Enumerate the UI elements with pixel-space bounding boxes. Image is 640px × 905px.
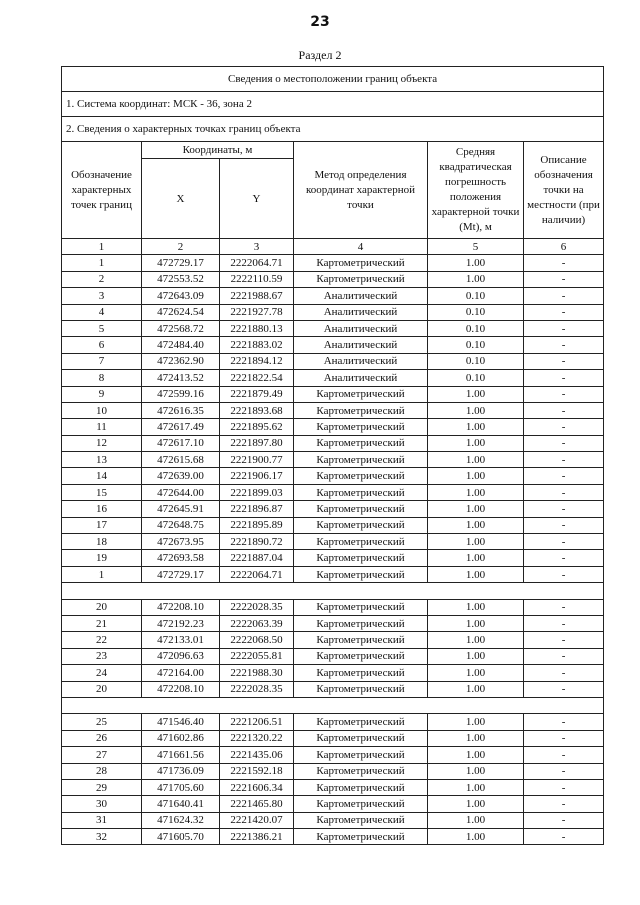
- table-row: [62, 779, 604, 795]
- y-coordinate-cell: 2221899.03: [220, 484, 294, 500]
- column-number: 6: [524, 239, 604, 255]
- y-coordinate-cell: 2221879.49: [220, 386, 294, 402]
- table-row: [62, 550, 604, 566]
- description-cell: -: [524, 714, 604, 730]
- error-cell: 1.00: [428, 468, 524, 484]
- description-cell: -: [524, 386, 604, 402]
- method-cell: Картометрический: [294, 566, 428, 582]
- header-designation: Обозначение характерных точек границ: [62, 142, 142, 239]
- point-number-cell: 21: [62, 615, 142, 631]
- y-coordinate-cell: 2222068.50: [220, 632, 294, 648]
- error-cell: 1.00: [428, 566, 524, 582]
- description-cell: -: [524, 419, 604, 435]
- point-number-cell: 18: [62, 534, 142, 550]
- y-coordinate-cell: 2222055.81: [220, 648, 294, 664]
- description-cell: -: [524, 550, 604, 566]
- description-cell: -: [524, 747, 604, 763]
- error-cell: 1.00: [428, 386, 524, 402]
- description-cell: -: [524, 452, 604, 468]
- method-cell: Картометрический: [294, 829, 428, 845]
- table-row: [62, 665, 604, 681]
- error-cell: 0.10: [428, 304, 524, 320]
- y-coordinate-cell: 2221988.30: [220, 665, 294, 681]
- x-coordinate-cell: 472192.23: [142, 615, 220, 631]
- point-number-cell: 29: [62, 779, 142, 795]
- point-number-cell: 19: [62, 550, 142, 566]
- method-cell: Картометрический: [294, 665, 428, 681]
- table-row: [62, 255, 604, 271]
- method-cell: Картометрический: [294, 534, 428, 550]
- error-cell: 1.00: [428, 402, 524, 418]
- y-coordinate-cell: 2221895.89: [220, 517, 294, 533]
- y-coordinate-cell: 2222028.35: [220, 681, 294, 697]
- table-row: [62, 517, 604, 533]
- x-coordinate-cell: 472617.10: [142, 435, 220, 451]
- x-coordinate-cell: 472617.49: [142, 419, 220, 435]
- method-cell: Картометрический: [294, 714, 428, 730]
- x-coordinate-cell: 472639.00: [142, 468, 220, 484]
- x-coordinate-cell: 472729.17: [142, 255, 220, 271]
- description-cell: -: [524, 468, 604, 484]
- point-number-cell: 5: [62, 320, 142, 336]
- table-row: [62, 812, 604, 828]
- error-cell: 1.00: [428, 730, 524, 746]
- x-coordinate-cell: 471640.41: [142, 796, 220, 812]
- y-coordinate-cell: 2221465.80: [220, 796, 294, 812]
- method-cell: Аналитический: [294, 353, 428, 369]
- description-cell: -: [524, 370, 604, 386]
- y-coordinate-cell: 2221386.21: [220, 829, 294, 845]
- y-coordinate-cell: 2221435.06: [220, 747, 294, 763]
- x-coordinate-cell: 472643.09: [142, 288, 220, 304]
- table-row: [62, 501, 604, 517]
- table-row: [62, 730, 604, 746]
- point-number-cell: 7: [62, 353, 142, 369]
- point-number-cell: 25: [62, 714, 142, 730]
- method-cell: Картометрический: [294, 468, 428, 484]
- table-row: [62, 370, 604, 386]
- error-cell: 1.00: [428, 484, 524, 500]
- point-number-cell: 3: [62, 288, 142, 304]
- description-cell: -: [524, 632, 604, 648]
- header-method: Метод определения координат характерной точки: [294, 142, 428, 239]
- y-coordinate-cell: 2222064.71: [220, 255, 294, 271]
- x-coordinate-cell: 472484.40: [142, 337, 220, 353]
- error-cell: 1.00: [428, 501, 524, 517]
- point-number-cell: 22: [62, 632, 142, 648]
- method-cell: Картометрический: [294, 812, 428, 828]
- description-cell: -: [524, 435, 604, 451]
- description-cell: -: [524, 665, 604, 681]
- error-cell: 1.00: [428, 632, 524, 648]
- group-separator-row: [62, 697, 604, 713]
- y-coordinate-cell: 2222064.71: [220, 566, 294, 582]
- column-number: 3: [220, 239, 294, 255]
- table-row: [62, 632, 604, 648]
- x-coordinate-cell: 472645.91: [142, 501, 220, 517]
- table-row: [62, 796, 604, 812]
- point-number-cell: 28: [62, 763, 142, 779]
- x-coordinate-cell: 472413.52: [142, 370, 220, 386]
- description-cell: -: [524, 730, 604, 746]
- description-cell: -: [524, 615, 604, 631]
- header-coordinates: Координаты, м: [142, 142, 294, 159]
- method-cell: Аналитический: [294, 288, 428, 304]
- error-cell: 1.00: [428, 796, 524, 812]
- y-coordinate-cell: 2221592.18: [220, 763, 294, 779]
- table-row: [62, 747, 604, 763]
- error-cell: 1.00: [428, 714, 524, 730]
- y-coordinate-cell: 2221894.12: [220, 353, 294, 369]
- table-row: [62, 452, 604, 468]
- method-cell: Картометрический: [294, 255, 428, 271]
- method-cell: Картометрический: [294, 763, 428, 779]
- method-cell: Картометрический: [294, 435, 428, 451]
- description-cell: -: [524, 288, 604, 304]
- x-coordinate-cell: 472615.68: [142, 452, 220, 468]
- description-cell: -: [524, 320, 604, 336]
- description-cell: -: [524, 255, 604, 271]
- method-cell: Картометрический: [294, 599, 428, 615]
- x-coordinate-cell: 472624.54: [142, 304, 220, 320]
- y-coordinate-cell: 2221822.54: [220, 370, 294, 386]
- y-coordinate-cell: 2221896.87: [220, 501, 294, 517]
- description-cell: -: [524, 271, 604, 287]
- table-row: [62, 829, 604, 845]
- column-number: 4: [294, 239, 428, 255]
- table-row: [62, 566, 604, 582]
- point-number-cell: 27: [62, 747, 142, 763]
- x-coordinate-cell: 472096.63: [142, 648, 220, 664]
- description-cell: -: [524, 501, 604, 517]
- y-coordinate-cell: 2221927.78: [220, 304, 294, 320]
- description-cell: -: [524, 484, 604, 500]
- table-row: [62, 599, 604, 615]
- description-cell: -: [524, 763, 604, 779]
- method-cell: Картометрический: [294, 419, 428, 435]
- point-number-cell: 32: [62, 829, 142, 845]
- method-cell: Картометрический: [294, 648, 428, 664]
- method-cell: Аналитический: [294, 370, 428, 386]
- error-cell: 1.00: [428, 681, 524, 697]
- method-cell: Картометрический: [294, 681, 428, 697]
- x-coordinate-cell: 472133.01: [142, 632, 220, 648]
- y-coordinate-cell: 2222063.39: [220, 615, 294, 631]
- error-cell: 1.00: [428, 812, 524, 828]
- error-cell: 1.00: [428, 779, 524, 795]
- point-number-cell: 20: [62, 681, 142, 697]
- table-row: [62, 468, 604, 484]
- error-cell: 1.00: [428, 747, 524, 763]
- method-cell: Картометрический: [294, 615, 428, 631]
- table-row: [62, 419, 604, 435]
- table-row: [62, 648, 604, 664]
- separator-cell: [62, 697, 604, 713]
- description-cell: -: [524, 812, 604, 828]
- table-row: [62, 271, 604, 287]
- y-coordinate-cell: 2221906.17: [220, 468, 294, 484]
- point-number-cell: 15: [62, 484, 142, 500]
- error-cell: 1.00: [428, 419, 524, 435]
- point-number-cell: 1: [62, 566, 142, 582]
- error-cell: 1.00: [428, 615, 524, 631]
- description-cell: -: [524, 829, 604, 845]
- method-cell: Картометрический: [294, 402, 428, 418]
- coordinate-system: 1. Система координат: МСК - 36, зона 2: [62, 92, 604, 117]
- method-cell: Картометрический: [294, 730, 428, 746]
- method-cell: Аналитический: [294, 337, 428, 353]
- table-row: [62, 386, 604, 402]
- x-coordinate-cell: 471661.56: [142, 747, 220, 763]
- x-coordinate-cell: 472362.90: [142, 353, 220, 369]
- separator-cell: [62, 583, 604, 599]
- x-coordinate-cell: 472568.72: [142, 320, 220, 336]
- table-row: [62, 534, 604, 550]
- description-cell: -: [524, 402, 604, 418]
- x-coordinate-cell: 472693.58: [142, 550, 220, 566]
- column-number: 2: [142, 239, 220, 255]
- y-coordinate-cell: 2221880.13: [220, 320, 294, 336]
- method-cell: Картометрический: [294, 452, 428, 468]
- description-cell: -: [524, 337, 604, 353]
- error-cell: 1.00: [428, 550, 524, 566]
- x-coordinate-cell: 472164.00: [142, 665, 220, 681]
- method-cell: Картометрический: [294, 501, 428, 517]
- x-coordinate-cell: 472616.35: [142, 402, 220, 418]
- table-row: [62, 288, 604, 304]
- y-coordinate-cell: 2221893.68: [220, 402, 294, 418]
- header-description: Описание обозначения точки на местности (при наличии): [524, 142, 604, 239]
- error-cell: 0.10: [428, 320, 524, 336]
- point-number-cell: 11: [62, 419, 142, 435]
- table-row: [62, 714, 604, 730]
- method-cell: Картометрический: [294, 796, 428, 812]
- method-cell: Картометрический: [294, 386, 428, 402]
- x-coordinate-cell: 472644.00: [142, 484, 220, 500]
- description-cell: -: [524, 648, 604, 664]
- point-number-cell: 13: [62, 452, 142, 468]
- point-number-cell: 16: [62, 501, 142, 517]
- error-cell: 1.00: [428, 435, 524, 451]
- error-cell: 1.00: [428, 452, 524, 468]
- method-cell: Картометрический: [294, 632, 428, 648]
- description-cell: -: [524, 304, 604, 320]
- error-cell: 1.00: [428, 271, 524, 287]
- description-cell: -: [524, 534, 604, 550]
- y-coordinate-cell: 2221890.72: [220, 534, 294, 550]
- y-coordinate-cell: 2221887.04: [220, 550, 294, 566]
- point-number-cell: 8: [62, 370, 142, 386]
- y-coordinate-cell: 2221420.07: [220, 812, 294, 828]
- table-row: [62, 615, 604, 631]
- table-row: [62, 353, 604, 369]
- error-cell: 1.00: [428, 829, 524, 845]
- table-row: [62, 681, 604, 697]
- table-row: [62, 763, 604, 779]
- description-cell: -: [524, 353, 604, 369]
- point-number-cell: 4: [62, 304, 142, 320]
- table-row: [62, 337, 604, 353]
- section-label: Раздел 2: [298, 48, 342, 62]
- page-number: 23: [310, 14, 330, 30]
- error-cell: 0.10: [428, 353, 524, 369]
- description-cell: -: [524, 566, 604, 582]
- point-number-cell: 10: [62, 402, 142, 418]
- point-number-cell: 26: [62, 730, 142, 746]
- error-cell: 0.10: [428, 370, 524, 386]
- table-row: [62, 304, 604, 320]
- header-x: X: [142, 159, 220, 239]
- table-title: Сведения о местоположении границ объекта: [62, 67, 604, 92]
- x-coordinate-cell: 471605.70: [142, 829, 220, 845]
- y-coordinate-cell: 2221606.34: [220, 779, 294, 795]
- point-number-cell: 23: [62, 648, 142, 664]
- error-cell: 1.00: [428, 763, 524, 779]
- x-coordinate-cell: 472208.10: [142, 599, 220, 615]
- x-coordinate-cell: 471546.40: [142, 714, 220, 730]
- point-number-cell: 17: [62, 517, 142, 533]
- error-cell: 1.00: [428, 599, 524, 615]
- y-coordinate-cell: 2221988.67: [220, 288, 294, 304]
- method-cell: Картометрический: [294, 271, 428, 287]
- point-number-cell: 31: [62, 812, 142, 828]
- y-coordinate-cell: 2221883.02: [220, 337, 294, 353]
- description-cell: -: [524, 796, 604, 812]
- error-cell: 0.10: [428, 337, 524, 353]
- x-coordinate-cell: 472553.52: [142, 271, 220, 287]
- x-coordinate-cell: 471602.86: [142, 730, 220, 746]
- method-cell: Картометрический: [294, 484, 428, 500]
- y-coordinate-cell: 2221320.22: [220, 730, 294, 746]
- x-coordinate-cell: 472648.75: [142, 517, 220, 533]
- error-cell: 1.00: [428, 255, 524, 271]
- x-coordinate-cell: 472599.16: [142, 386, 220, 402]
- x-coordinate-cell: 471624.32: [142, 812, 220, 828]
- table-row: [62, 484, 604, 500]
- x-coordinate-cell: 472729.17: [142, 566, 220, 582]
- boundary-points-table: [61, 66, 604, 845]
- table-row: [62, 320, 604, 336]
- group-separator-row: [62, 583, 604, 599]
- y-coordinate-cell: 2221900.77: [220, 452, 294, 468]
- y-coordinate-cell: 2221206.51: [220, 714, 294, 730]
- error-cell: 1.00: [428, 665, 524, 681]
- point-number-cell: 24: [62, 665, 142, 681]
- point-number-cell: 12: [62, 435, 142, 451]
- y-coordinate-cell: 2221897.80: [220, 435, 294, 451]
- y-coordinate-cell: 2221895.62: [220, 419, 294, 435]
- description-cell: -: [524, 517, 604, 533]
- method-cell: Аналитический: [294, 320, 428, 336]
- point-number-cell: 6: [62, 337, 142, 353]
- method-cell: Картометрический: [294, 779, 428, 795]
- method-cell: Аналитический: [294, 304, 428, 320]
- points-heading: 2. Сведения о характерных точках границ объекта: [62, 117, 604, 142]
- error-cell: 1.00: [428, 648, 524, 664]
- header-error: Средняя квадратическая погрешность положения характерной точки (Mt), м: [428, 142, 524, 239]
- method-cell: Картометрический: [294, 550, 428, 566]
- header-y: Y: [220, 159, 294, 239]
- x-coordinate-cell: 471736.09: [142, 763, 220, 779]
- point-number-cell: 30: [62, 796, 142, 812]
- column-number-row: [62, 239, 604, 255]
- method-cell: Картометрический: [294, 747, 428, 763]
- error-cell: 1.00: [428, 517, 524, 533]
- error-cell: 0.10: [428, 288, 524, 304]
- x-coordinate-cell: 471705.60: [142, 779, 220, 795]
- column-number: 1: [62, 239, 142, 255]
- y-coordinate-cell: 2222110.59: [220, 271, 294, 287]
- point-number-cell: 1: [62, 255, 142, 271]
- point-number-cell: 2: [62, 271, 142, 287]
- x-coordinate-cell: 472673.95: [142, 534, 220, 550]
- point-number-cell: 20: [62, 599, 142, 615]
- point-number-cell: 14: [62, 468, 142, 484]
- table-row: [62, 435, 604, 451]
- description-cell: -: [524, 681, 604, 697]
- point-number-cell: 9: [62, 386, 142, 402]
- description-cell: -: [524, 779, 604, 795]
- table-row: [62, 402, 604, 418]
- x-coordinate-cell: 472208.10: [142, 681, 220, 697]
- method-cell: Картометрический: [294, 517, 428, 533]
- column-number: 5: [428, 239, 524, 255]
- error-cell: 1.00: [428, 534, 524, 550]
- description-cell: -: [524, 599, 604, 615]
- y-coordinate-cell: 2222028.35: [220, 599, 294, 615]
